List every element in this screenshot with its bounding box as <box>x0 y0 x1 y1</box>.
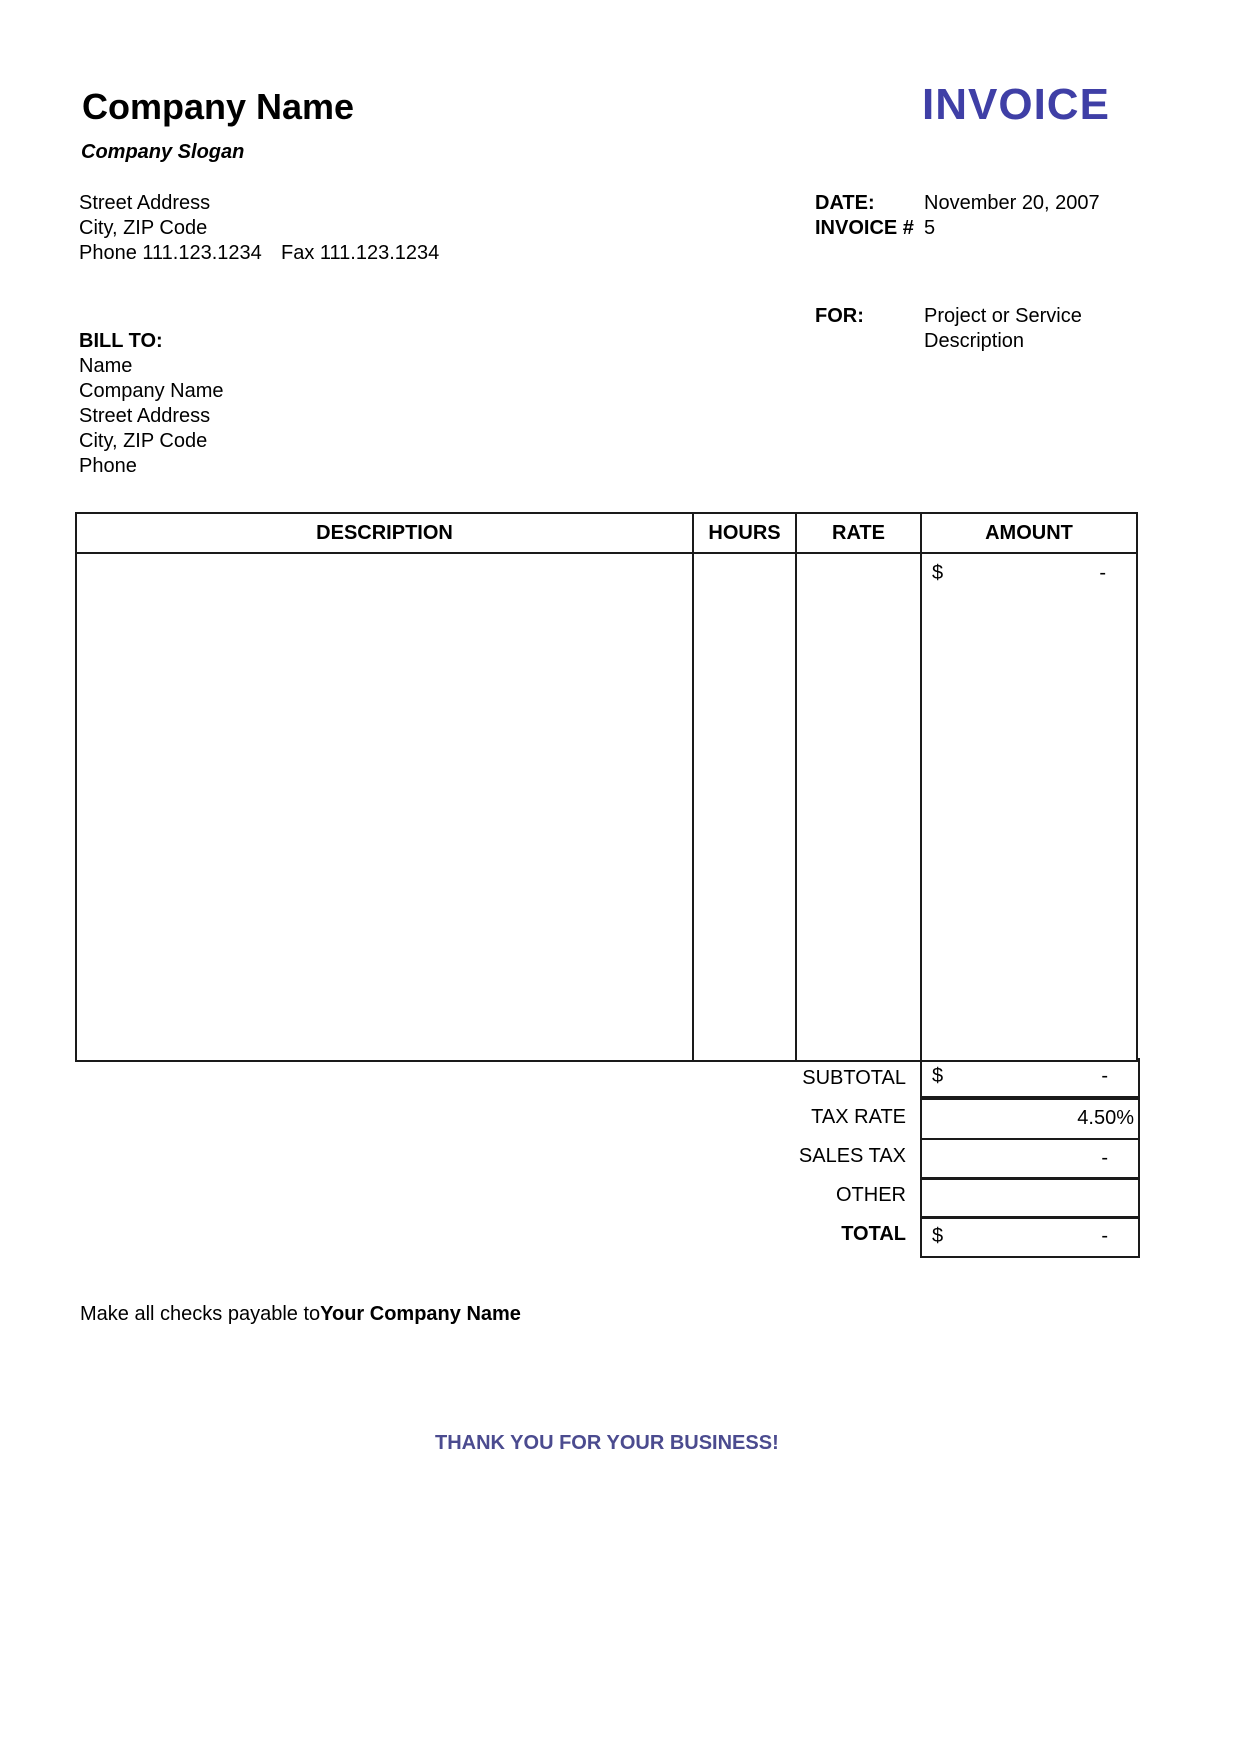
date-label: DATE: <box>815 192 875 214</box>
sender-city-zip: City, ZIP Code <box>79 217 208 239</box>
checks-payable-company: Your Company Name <box>320 1303 521 1325</box>
tax-rate-box[interactable] <box>920 1098 1140 1140</box>
company-name: Company Name <box>82 86 355 127</box>
checks-payable-line <box>80 1303 521 1326</box>
total-label: TOTAL <box>841 1223 906 1245</box>
tax-rate-label: TAX RATE <box>811 1106 906 1128</box>
for-description-line1: Project or Service <box>924 305 1082 327</box>
for-description-line2: Description <box>924 330 1025 352</box>
subtotal-currency: $ <box>932 1065 944 1087</box>
checks-payable-prefix: Make all checks payable to <box>80 1303 321 1325</box>
description-cell[interactable] <box>76 553 693 1061</box>
bill-to-street: Street Address <box>79 405 211 427</box>
rate-cell[interactable] <box>796 553 921 1061</box>
sales-tax-box <box>920 1138 1140 1180</box>
sales-tax-value: - <box>1101 1147 1108 1169</box>
bill-to-label: BILL TO: <box>79 330 163 352</box>
total-currency: $ <box>932 1225 944 1247</box>
column-header-hours: HOURS <box>693 513 796 553</box>
other-box[interactable] <box>920 1177 1140 1219</box>
sender-street: Street Address <box>79 192 211 214</box>
invoice-number-value: 5 <box>924 217 936 239</box>
table-header-row <box>76 513 1137 553</box>
tax-rate-value: 4.50% <box>1077 1107 1134 1129</box>
sender-phone: Phone 111.123.1234 <box>79 242 262 264</box>
sender-fax: Fax 111.123.1234 <box>281 242 440 264</box>
other-label: OTHER <box>836 1184 906 1206</box>
total-box <box>920 1216 1140 1258</box>
for-label: FOR: <box>815 305 864 327</box>
subtotal-box <box>920 1058 1140 1098</box>
bill-to-city-zip: City, ZIP Code <box>79 430 208 452</box>
amount-cell[interactable] <box>921 553 1137 1061</box>
invoice-number-label: INVOICE # <box>815 217 914 239</box>
column-header-description: DESCRIPTION <box>76 513 693 553</box>
total-value: - <box>1101 1225 1108 1247</box>
amount-currency: $ <box>932 562 944 584</box>
bill-to-name: Name <box>79 355 133 377</box>
sales-tax-label: SALES TAX <box>798 1145 906 1167</box>
table-row <box>76 553 1137 1061</box>
thank-you-message: THANK YOU FOR YOUR BUSINESS! <box>435 1432 779 1454</box>
bill-to-company: Company Name <box>79 380 224 402</box>
hours-cell[interactable] <box>693 553 796 1061</box>
invoice-title: INVOICE <box>922 80 1110 129</box>
column-header-amount: AMOUNT <box>921 513 1137 553</box>
subtotal-value: - <box>1101 1065 1108 1087</box>
date-value: November 20, 2007 <box>924 192 1100 214</box>
amount-value: - <box>1099 562 1106 584</box>
column-header-rate: RATE <box>796 513 921 553</box>
company-slogan: Company Slogan <box>81 141 245 163</box>
line-items-table <box>75 512 1138 1062</box>
bill-to-phone: Phone <box>79 455 137 477</box>
subtotal-label: SUBTOTAL <box>802 1067 906 1089</box>
